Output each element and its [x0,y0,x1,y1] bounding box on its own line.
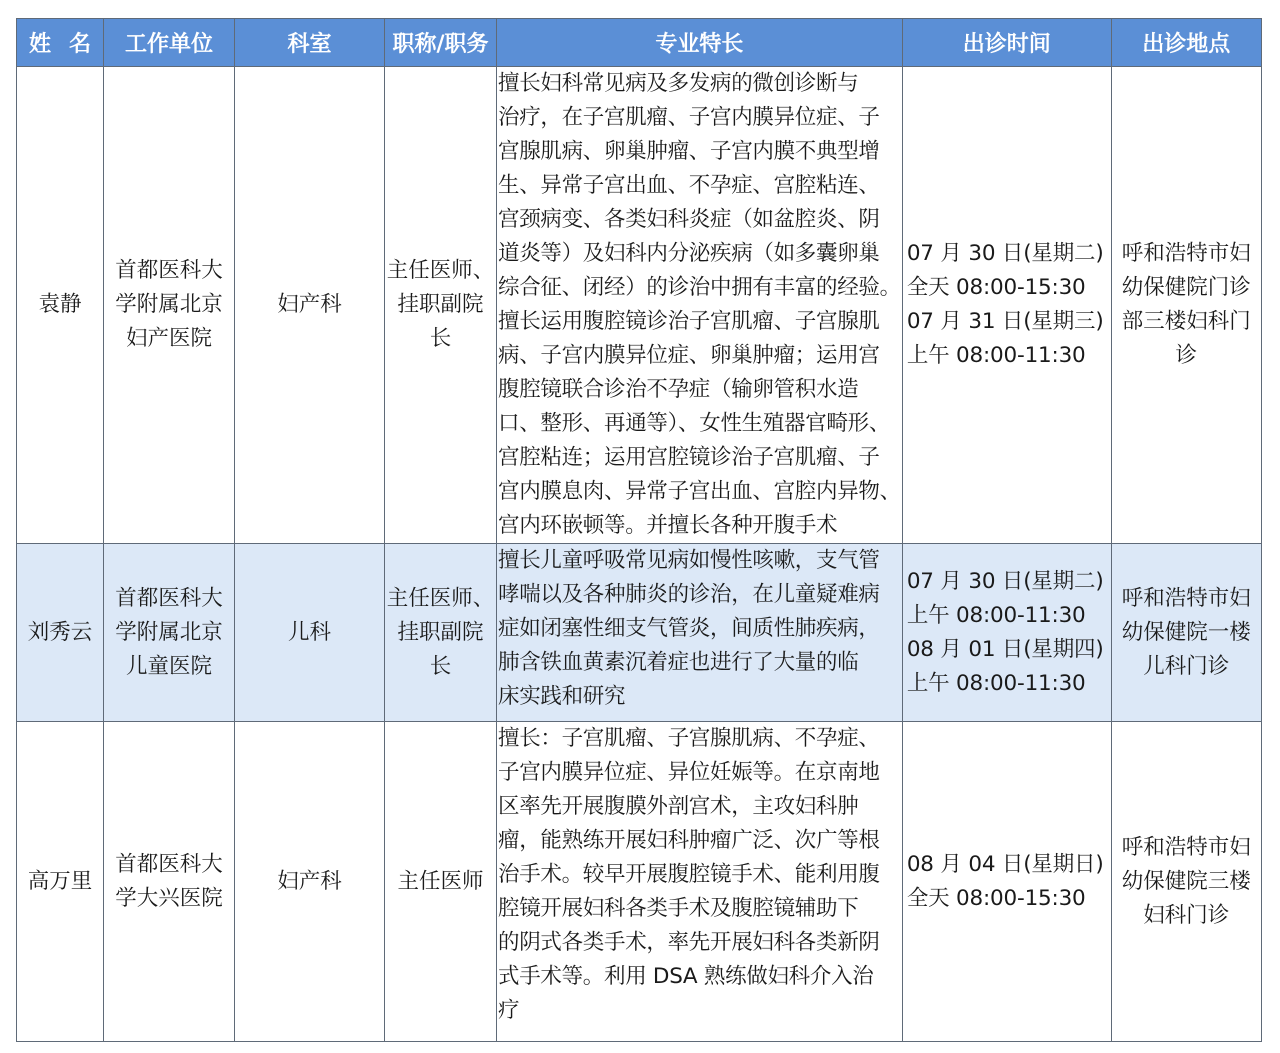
header-row [17,19,1262,67]
header-title: 职称/职务 [385,19,497,67]
specialty: 擅长：子宫肌瘤、子宫腺肌病、不孕症、 子宫内膜异位症、异位妊娠等。在京南地 区率先开展腹膜外剖宫术，主攻妇科肿 瘤，能熟练开展妇科肿瘤广泛、次广等根 治手术。较早开展腹腔镜手术、能利用腹 腔镜开展妇科各类手术及腹腔镜辅助下 的阴式各类手术，率先开展妇科各类新阴 式手术等。利用 DSA 熟练做妇科介入治 疗 [497,722,903,1042]
clinic-time: 07 月 30 日(星期二) 上午 08:00-11:30 08 月 01 日(星期四) 上午 08:00-11:30 [902,544,1111,722]
clinic-place: 呼和浩特市妇 幼保健院一楼 儿科门诊 [1111,544,1261,722]
specialty: 擅长妇科常见病及多发病的微创诊断与 治疗，在子宫肌瘤、子宫内膜异位症、子 宫腺肌病、卵巢肿瘤、子宫内膜不典型增 生、异常子宫出血、不孕症、宫腔粘连、 宫颈病变、各类妇科炎症（如盆腔炎、阴 道炎等）及妇科内分泌疾病（如多囊卵巢 综合征、闭经）的诊治中拥有丰富的经验。 擅长运用腹腔镜诊治子宫肌瘤、子宫腺肌 病、子宫内膜异位症、卵巢肿瘤；运用宫 腹腔镜联合诊治不孕症（输卵管积水造 口、整形、再通等）、女性生殖器官畸形、 宫腔粘连；运用宫腔镜诊治子宫肌瘤、子 宫内膜息肉、异常子宫出血、宫腔内异物、 宫内环嵌顿等。并擅长各种开腹手术 [497,67,903,544]
doctor-row-gao-wanli [17,722,1262,1042]
header-specialty: 专业特长 [497,19,903,67]
clinic-place: 呼和浩特市妇 幼保健院三楼 妇科门诊 [1111,722,1261,1042]
header-name: 姓 名 [17,19,104,67]
job-title: 主任医师、 挂职副院 长 [385,67,497,544]
doctor-name: 刘秀云 [17,544,104,722]
job-title: 主任医师 [385,722,497,1042]
doctor-name: 袁静 [17,67,104,544]
header-time: 出诊时间 [902,19,1111,67]
specialty: 擅长儿童呼吸常见病如慢性咳嗽，支气管 哮喘以及各种肺炎的诊治，在儿童疑难病 症如闭塞性细支气管炎，间质性肺疾病， 肺含铁血黄素沉着症也进行了大量的临 床实践和研究 [497,544,903,722]
work-unit: 首都医科大 学附属北京 儿童医院 [104,544,235,722]
header-place: 出诊地点 [1111,19,1261,67]
work-unit: 首都医科大 学大兴医院 [104,722,235,1042]
department: 妇产科 [235,722,385,1042]
clinic-place: 呼和浩特市妇 幼保健院门诊 部三楼妇科门 诊 [1111,67,1261,544]
work-unit: 首都医科大 学附属北京 妇产医院 [104,67,235,544]
clinic-time: 07 月 30 日(星期二) 全天 08:00-15:30 07 月 31 日(星期三) 上午 08:00-11:30 [902,67,1111,544]
doctor-row-yuan-jing [17,67,1262,544]
job-title: 主任医师、 挂职副院 长 [385,544,497,722]
header-dept: 科室 [235,19,385,67]
clinic-time: 08 月 04 日(星期日) 全天 08:00-15:30 [902,722,1111,1042]
doctor-row-liu-xiuyun [17,544,1262,722]
header-unit: 工作单位 [104,19,235,67]
department: 妇产科 [235,67,385,544]
department: 儿科 [235,544,385,722]
doctor-schedule-table [16,18,1262,1042]
doctor-name: 高万里 [17,722,104,1042]
